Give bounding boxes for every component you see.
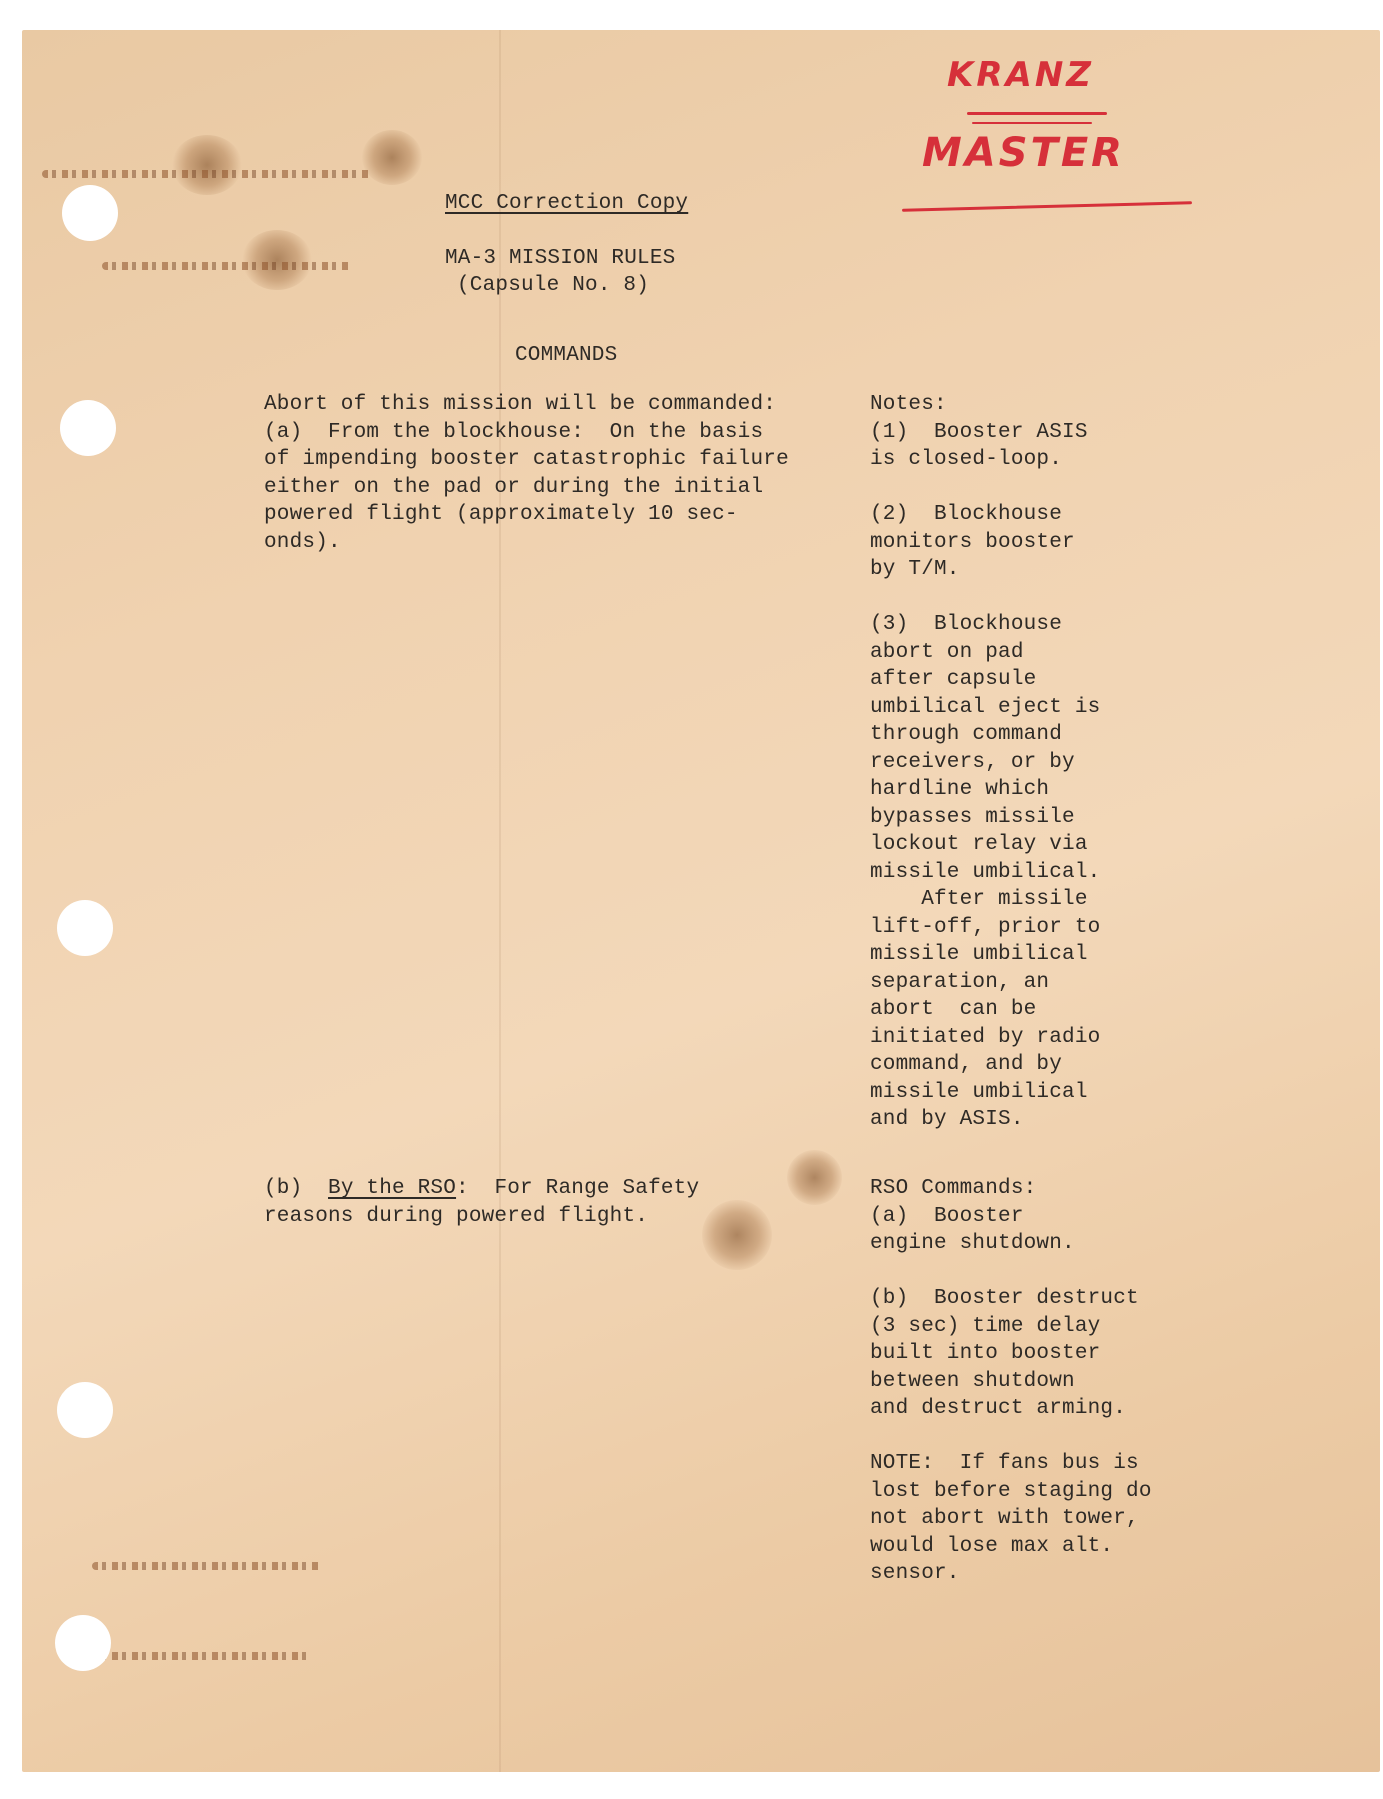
rso-line: (3 sec) time delay: [870, 1314, 1101, 1338]
rso-note-line: sensor.: [870, 1562, 960, 1585]
rso-line: engine shutdown.: [870, 1232, 1075, 1255]
note-line: (3) Blockhouse: [870, 613, 1063, 636]
note-line: missile umbilical.: [870, 860, 1101, 884]
document-page: [22, 30, 1380, 1772]
stain: [787, 1150, 842, 1205]
item-a-line: of impending booster catastrophic failure: [264, 448, 789, 471]
item-b-label: By the RSO: [328, 1177, 457, 1200]
stain: [172, 135, 242, 195]
note-line: and by ASIS.: [870, 1108, 1024, 1131]
stain: [702, 1200, 772, 1270]
note-line: After missile: [870, 888, 1088, 911]
item-a-line: onds).: [264, 530, 341, 554]
note-line: (2) Blockhouse: [870, 503, 1063, 526]
item-a-line: powered flight (approximately 10 sec-: [264, 503, 738, 526]
rust-mark: [42, 170, 372, 178]
punch-hole: [62, 185, 118, 241]
item-b-rest: : For Range Safety: [456, 1177, 700, 1200]
note-line: initiated by radio: [870, 1025, 1101, 1049]
note-line: separation, an: [870, 970, 1050, 994]
rso-note-line: would lose max alt.: [870, 1534, 1114, 1558]
stain: [362, 130, 422, 185]
note-line: by T/M.: [870, 558, 960, 581]
rso-line: (a) Booster: [870, 1204, 1024, 1228]
note-line: lift-off, prior to: [870, 915, 1101, 939]
item-a-line: (a) From the blockhouse: On the basis: [264, 420, 764, 444]
handwritten-master: MASTER: [922, 130, 1125, 176]
note-line: command, and by: [870, 1053, 1063, 1076]
note-line: hardline which: [870, 778, 1050, 801]
item-b-line: [264, 1175, 699, 1203]
punch-hole: [60, 400, 116, 456]
note-line: through command: [870, 723, 1063, 746]
note-line: monitors booster: [870, 530, 1075, 554]
note-line: lockout relay via: [870, 833, 1088, 856]
stain: [242, 230, 312, 290]
punch-hole: [55, 1615, 111, 1671]
item-b-line: reasons during powered flight.: [264, 1204, 649, 1228]
note-line: is closed-loop.: [870, 448, 1063, 471]
notes-heading: Notes:: [870, 393, 947, 416]
rso-heading: RSO Commands:: [870, 1177, 1037, 1200]
document-title: MA-3 MISSION RULES: [445, 247, 676, 270]
note-line: abort on pad: [870, 640, 1024, 664]
note-line: receivers, or by: [870, 750, 1075, 774]
rust-mark: [92, 1562, 322, 1570]
note-line: umbilical eject is: [870, 695, 1101, 719]
note-line: after capsule: [870, 668, 1037, 691]
handwritten-underline: [902, 201, 1192, 212]
note-line: missile umbilical: [870, 943, 1088, 966]
note-line: missile umbilical: [870, 1080, 1088, 1104]
item-b-prefix: (b): [264, 1177, 329, 1200]
rso-note-line: not abort with tower,: [870, 1507, 1139, 1530]
intro-line: Abort of this mission will be commanded:: [264, 393, 777, 416]
item-a-line: either on the pad or during the initial: [264, 475, 764, 499]
punch-hole: [57, 900, 113, 956]
note-line: (1) Booster ASIS: [870, 420, 1088, 444]
document-subtitle: (Capsule No. 8): [457, 274, 650, 297]
rso-line: built into booster: [870, 1342, 1101, 1365]
rso-note-line: NOTE: If fans bus is: [870, 1452, 1139, 1475]
rso-line: between shutdown: [870, 1369, 1075, 1393]
rso-line: (b) Booster destruct: [870, 1287, 1139, 1310]
handwritten-underline: [972, 122, 1092, 124]
section-heading: COMMANDS: [515, 344, 618, 367]
rust-mark: [92, 1652, 312, 1660]
note-line: bypasses missile: [870, 805, 1075, 829]
rust-mark: [102, 262, 352, 270]
note-line: abort can be: [870, 998, 1037, 1021]
rso-note-line: lost before staging do: [870, 1479, 1152, 1503]
handwritten-underline: [967, 112, 1107, 115]
rso-line: and destruct arming.: [870, 1397, 1127, 1420]
copy-label: MCC Correction Copy: [445, 192, 689, 215]
punch-hole: [57, 1382, 113, 1438]
handwritten-name: KRANZ: [947, 55, 1094, 95]
